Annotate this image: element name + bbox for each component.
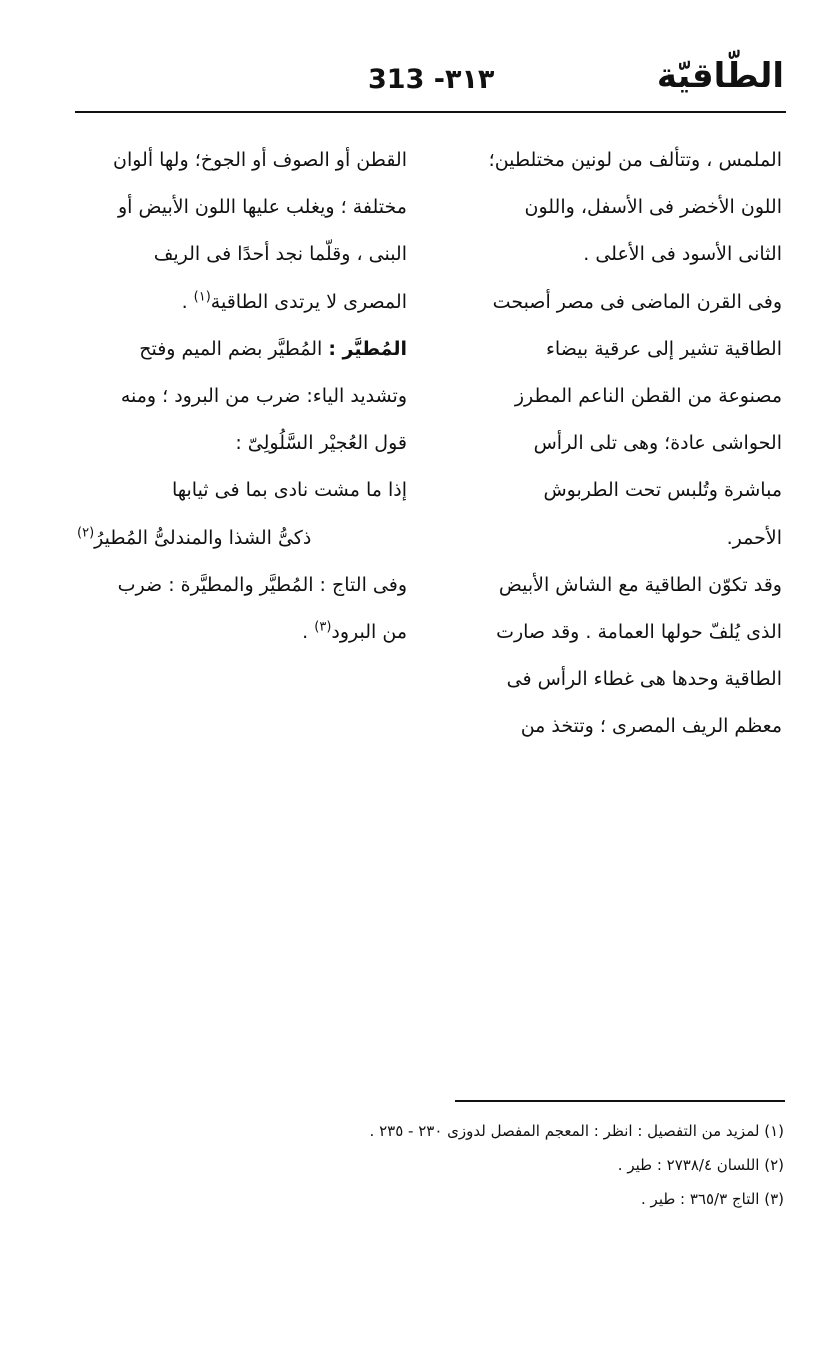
footnotes bbox=[184, 1114, 784, 1216]
text-segment: . bbox=[302, 621, 315, 644]
text-line: القطن أو الصوف أو الجوخ؛ ولها ألوان bbox=[112, 149, 407, 171]
text-segment: المُطيَّر بضم الميم وفتح bbox=[139, 337, 329, 360]
text-line: وفى القرن الماضى فى مصر أصبحت bbox=[492, 290, 782, 313]
text-line: الأحمر. bbox=[726, 526, 782, 549]
footnote-ref[interactable]: (٣) bbox=[314, 619, 332, 635]
text-line: اللون الأخضر فى الأسفل، واللون bbox=[524, 196, 782, 219]
text-line: الملمس ، وتتألف من لونين مختلطين؛ bbox=[488, 149, 782, 171]
text-line: الحواشى عادة؛ وهى تلى الرأس bbox=[533, 432, 782, 455]
text-line bbox=[73, 279, 407, 326]
text-line bbox=[73, 326, 407, 373]
footnote: (٢) اللسان ٢٧٣٨/٤ : طير . bbox=[617, 1156, 784, 1174]
footnote: (٣) التاج ٣٦٥/٣ : طير . bbox=[641, 1190, 784, 1208]
text-segment: من البرود bbox=[331, 621, 407, 644]
poem-line bbox=[73, 515, 407, 562]
text-segment: . bbox=[181, 290, 194, 313]
text-segment: ذكىُّ الشذا والمندلىُّ المُطيرُ bbox=[94, 526, 312, 549]
footnote: (١) لمزيد من التفصيل : انظر : المعجم المفصل لدوزى ٢٣٠ - ٢٣٥ . bbox=[369, 1122, 784, 1140]
text-line: قول العُجيْر السَّلُولِىّ : bbox=[235, 432, 407, 455]
poem-line: إذا ما مشت نادى بما فى ثيابها bbox=[171, 479, 407, 502]
text-line: الذى يُلفّ حولها العمامة . وقد صارت bbox=[496, 621, 782, 644]
text-line: وفى التاج : المُطيَّر والمطيَّرة : ضرب bbox=[117, 573, 407, 596]
footnote-ref[interactable]: (٢) bbox=[77, 525, 95, 541]
text-line: الطاقية وحدها هى غطاء الرأس فى bbox=[506, 668, 782, 691]
page-title: الطّاقيّة bbox=[656, 56, 784, 96]
text-line bbox=[73, 609, 407, 656]
header-divider bbox=[75, 111, 786, 113]
text-line: مباشرة وتُلبس تحت الطربوش bbox=[543, 479, 782, 502]
text-line: مختلفة ؛ ويغلب عليها اللون الأبيض أو bbox=[117, 196, 407, 219]
page-number: 313 -٣١٣ bbox=[368, 64, 495, 95]
left-column bbox=[73, 137, 407, 656]
text-line: وتشديد الياء: ضرب من البرود ؛ ومنه bbox=[120, 385, 407, 408]
footnote-ref[interactable]: (١) bbox=[193, 289, 211, 305]
text-line: وقد تكوّن الطاقية مع الشاش الأبيض bbox=[498, 573, 782, 596]
text-line: معظم الريف المصرى ؛ وتتخذ من bbox=[520, 715, 782, 738]
text-line: البنى ، وقلّما نجد أحدًا فى الريف bbox=[153, 243, 407, 266]
text-line: الطاقية تشير إلى عرقية بيضاء bbox=[545, 337, 782, 360]
entry-term: المُطيَّر : bbox=[328, 337, 407, 360]
text-line: الثانى الأسود فى الأعلى . bbox=[583, 243, 782, 266]
text-line: مصنوعة من القطن الناعم المطرز bbox=[514, 385, 782, 408]
text-segment: المصرى لا يرتدى الطاقية bbox=[210, 290, 407, 313]
footnote-divider bbox=[455, 1100, 785, 1102]
right-column bbox=[444, 137, 782, 751]
